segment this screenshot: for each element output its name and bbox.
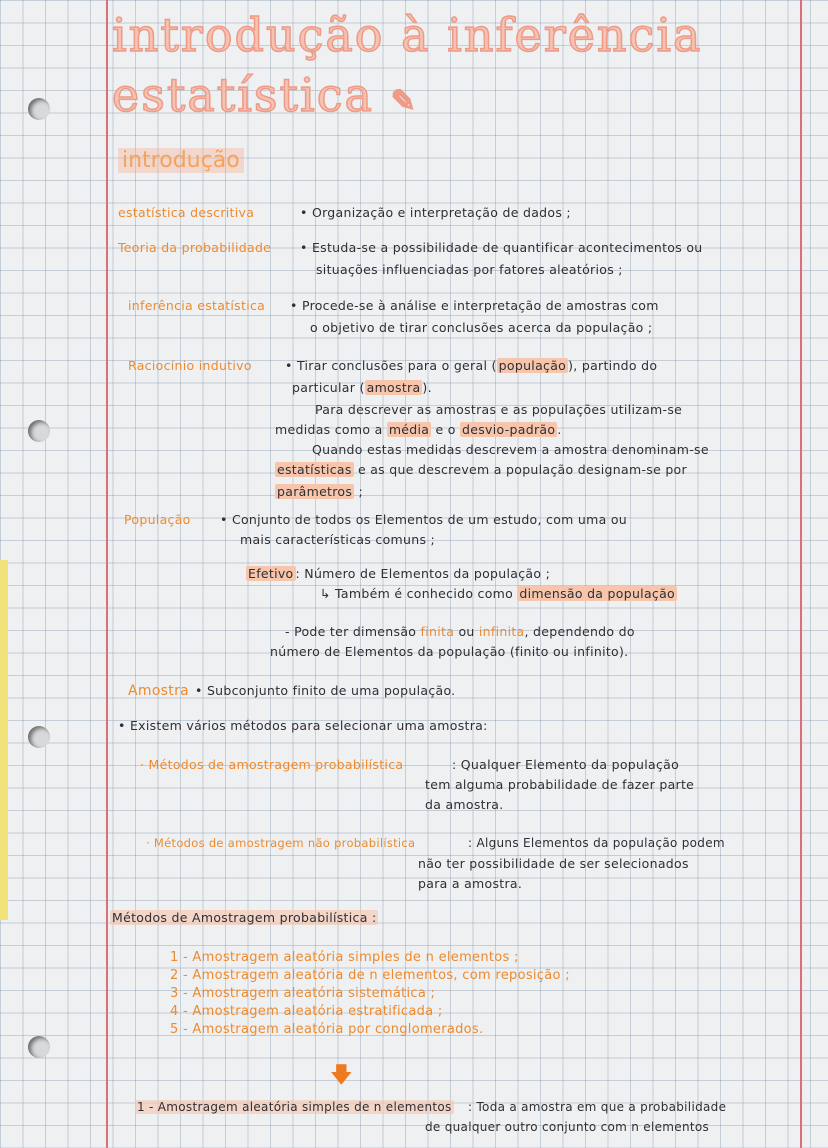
definition: não ter possibilidade de ser selecionados <box>418 856 689 871</box>
definition: estatísticas e as que descrevem a população designam-se por <box>277 462 687 477</box>
definition: : Toda a amostra em que a probabilidade <box>468 1100 727 1114</box>
definition: • Estuda-se a possibilidade de quantificar acontecimentos ou <box>300 240 703 255</box>
section-heading: introdução <box>118 148 244 173</box>
definition: • Organização e interpretação de dados ; <box>300 205 571 220</box>
definition: Quando estas medidas descrevem a amostra denominam-se <box>312 442 709 457</box>
term: População <box>124 512 191 527</box>
binder-hole <box>28 726 50 748</box>
definition: - Pode ter dimensão finita ou infinita, dependendo do <box>285 624 635 639</box>
definition: Efetivo : Número de Elementos da população ; <box>248 566 551 581</box>
list-item: 5 - Amostragem aleatória por conglomerados. <box>170 1022 484 1037</box>
definition: mais características comuns ; <box>240 532 436 547</box>
page-title-line2: estatística ✎ <box>112 68 418 122</box>
definition: • Procede-se à análise e interpretação de amostras com <box>290 298 659 313</box>
definition: parâmetros ; <box>277 484 363 499</box>
margin-line-left <box>106 0 108 1148</box>
sticky-tab <box>0 560 8 920</box>
term: Raciocínio indutivo <box>128 358 252 373</box>
definition: número de Elementos da população (finito ou infinito). <box>270 644 629 659</box>
list-item: 3 - Amostragem aleatória sistemática ; <box>170 986 436 1001</box>
definition: para a amostra. <box>418 876 523 891</box>
term: 1 - Amostragem aleatória simples de n elementos <box>137 1100 452 1114</box>
statement: • Existem vários métodos para selecionar uma amostra: <box>118 718 488 733</box>
term: · Métodos de amostragem não probabilística <box>146 836 416 850</box>
term: estatística descritiva <box>118 205 255 220</box>
definition: • Tirar conclusões para o geral ( população ), partindo do <box>285 358 658 373</box>
definition: o objetivo de tirar conclusões acerca da população ; <box>310 320 653 335</box>
definition: de qualquer outro conjunto com n elementos <box>425 1120 710 1134</box>
term: Teoria da probabilidade <box>118 240 272 255</box>
definition: Para descrever as amostras e as populações utilizam-se <box>315 402 683 417</box>
doodle-icon: ✎ <box>390 84 418 119</box>
definition: situações influenciadas por fatores aleatórios ; <box>316 262 623 277</box>
definition: medidas como a média e o desvio-padrão . <box>275 422 562 437</box>
definition: tem alguma probabilidade de fazer parte <box>425 777 695 792</box>
list-item: 2 - Amostragem aleatória de n elementos, com reposição ; <box>170 968 570 983</box>
term: inferência estatística <box>128 298 266 313</box>
arrow-down-icon: 🡇 <box>330 1063 353 1088</box>
definition: ↳ Também é conhecido como dimensão da população <box>320 586 675 601</box>
binder-hole <box>28 98 50 120</box>
list-item: 1 - Amostragem aleatória simples de n elementos ; <box>170 950 519 965</box>
definition: da amostra. <box>425 797 504 812</box>
definition: particular ( amostra ). <box>292 380 432 395</box>
definition: • Subconjunto finito de uma população. <box>195 683 456 698</box>
binder-hole <box>28 1036 50 1058</box>
binder-hole <box>28 420 50 442</box>
term: Amostra <box>128 683 189 699</box>
definition: : Qualquer Elemento da população <box>452 757 680 772</box>
margin-line-right <box>800 0 802 1148</box>
definition: : Alguns Elementos da população podem <box>468 836 725 850</box>
definition: • Conjunto de todos os Elementos de um estudo, com uma ou <box>220 512 628 527</box>
list-item: 4 - Amostragem aleatória estratificada ; <box>170 1004 443 1019</box>
page-title-line1: introdução à inferência <box>112 8 703 62</box>
subheading: Métodos de Amostragem probabilística : <box>112 910 377 925</box>
term: · Métodos de amostragem probabilística <box>140 757 404 772</box>
